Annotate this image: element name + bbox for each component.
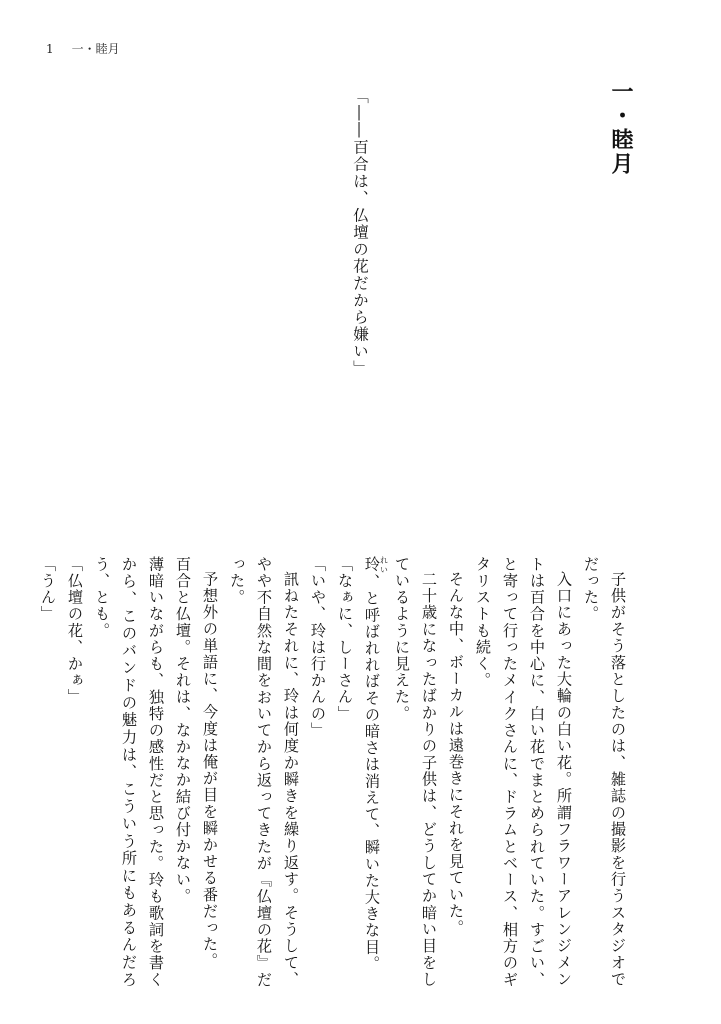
paragraph: 百合と仏壇。それは、なかなか結び付かない。 — [174, 556, 192, 905]
paragraph: 入口にあった大輪の白い花。所謂フラワーアレンジメントは百合を中心に、白い花でまとめられていた。すごい、と寄って行ったメイクさんに、ドラムとベース、相方のギタリストも続く。 — [474, 556, 573, 988]
paragraph: そんな中、ボーカルは遠巻きにそれを見ていた。 — [447, 571, 465, 937]
dialogue-line: 「いや、玲は行かんの」 — [309, 556, 327, 739]
page-number: 1 — [46, 42, 54, 56]
dialogue-line: 「うん」 — [39, 556, 57, 623]
running-title: 一・睦月 — [71, 42, 120, 56]
paragraph: 子供がそう落としたのは、雑誌の撮影を行うスタジオでだった。 — [582, 556, 627, 988]
body-text — [34, 556, 631, 988]
chapter-title: 一・睦月 — [608, 80, 633, 176]
paragraph: 薄暗いながらも、独特の感性だと思った。玲も歌詞を書くから、このバンドの魅力は、こういう所にもあるんだろう、とも。 — [93, 556, 165, 988]
dialogue-line: 「なぁに、しーさん」 — [336, 556, 354, 722]
paragraph: 予想外の単語に、今度は俺が目を瞬かせる番だった。 — [201, 571, 219, 970]
epigraph: 「――百合は、仏壇の花だから嫌い」 — [351, 88, 369, 377]
dialogue-line: 「仏壇の花、かぁ」 — [66, 556, 84, 706]
paragraph: 訊ねたそれに、玲は何度か瞬きを繰り返す。そうして、やや不自然な間をおいてから返ってきたが『仏壇の花』だった。 — [228, 556, 300, 988]
ruby-name: 玲れい — [363, 556, 389, 575]
paragraph-ruby: 玲れい、と呼ばれればその暗さは消えて、瞬いた大きな目。 — [363, 556, 389, 973]
running-header — [46, 40, 138, 57]
paragraph: 二十歳になったばかりの子供は、どうしてか暗い目をしているように見えた。 — [393, 556, 438, 988]
